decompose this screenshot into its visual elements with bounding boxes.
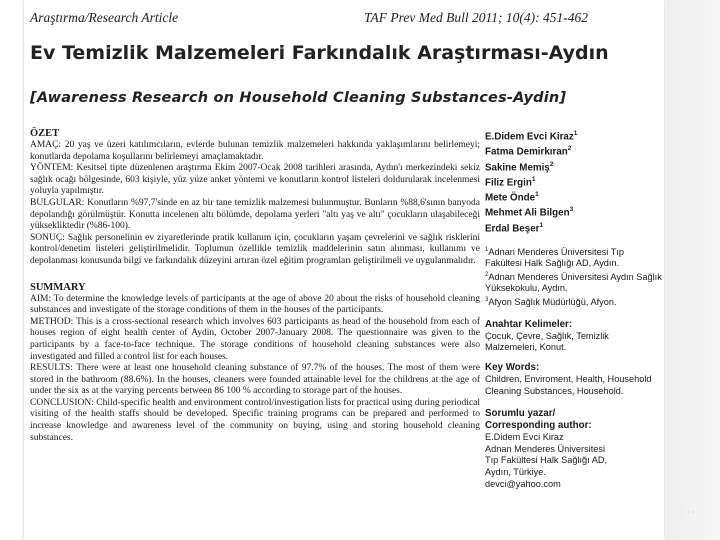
corresponding-line: Aydın, Türkiye. (485, 467, 546, 478)
spacer (485, 235, 663, 245)
author-sup: 1 (573, 130, 578, 137)
affiliation-sup: 2 (485, 271, 489, 278)
ozet-bulgular: BULGULAR: Konutların %97,7'sinde en az bir tane temizlik malzemesi bulunmuştur. Bunların %88,6'sının banyoda depolandığı görülmüştür. Konutta incelenen altı bölümde, depolama yerleri "altı yaş ve altı" çocukların ulaşabileceği yüksekliktedir (%86-100). (30, 197, 480, 232)
author-name: Filiz Ergin (485, 177, 532, 189)
author-item (485, 204, 663, 219)
author-name: Fatma Demirkıran (485, 146, 568, 158)
summary-method: METHOD: This is a cross-sectional research which involves 603 participants as head of the household from each of houses region of eight health center of Aydin, October 2007-January 2008. The questionnaire was given to the participants by a face-to-face technique. The storage conditions of household cleaning substances were also investigated and filled a control list for each houses. (30, 316, 480, 362)
running-head-citation: TAF Prev Med Bull 2011; 10(4): 451-462 (364, 10, 588, 25)
author-sup: 2 (549, 160, 554, 168)
corresponding-heading-en: Corresponding author: (485, 419, 592, 431)
key-words-heading: Key Words: (485, 362, 540, 374)
summary-conclusion: CONCLUSION: Child-specific health and environment control/investigation lists for practical using during periodical visiting of the health staffs should be developed. Specific training programs can be prepared and performed to increase knowledge and awareness level of the community on buying, using and storing household cleaning substances. (30, 397, 480, 443)
author-sup: 1 (535, 191, 539, 199)
anahtar-kelimeler-heading: Anahtar Kelimeler: (485, 318, 573, 330)
author-sup: 1 (539, 221, 544, 229)
abstract-column (30, 128, 480, 444)
corresponding-heading-tr: Sorumlu yazar/ (485, 407, 556, 419)
summary-aim: AIM: To determine the knowledge levels of participants at the age of above 20 about the risks of household cleaning substances and investigate of the storage conditions of them in the houses of the participants. (30, 293, 480, 316)
author-sup: 2 (567, 145, 572, 153)
author-sup: 3 (569, 206, 574, 214)
affiliation-sup: 3 (485, 296, 489, 303)
author-name: Mete Önde (485, 192, 536, 204)
corresponding-line: Tıp Fakültesi Halk Sağlığı AD, (485, 455, 608, 466)
slide-margin-strip (666, 0, 720, 540)
spacer (485, 354, 663, 362)
summary-results: RESULTS: There were at least one household cleaning substance of 97.7% of the houses. The most of them were stored in the bathroom (88.6%). In the houses, cleaners were founded attainable level for the childrens at the age of under the six as at the varying percents between 86 100 % according to storage part of the houses. (30, 363, 480, 397)
ozet-sonuc: SONUÇ: Sağlık personelinin ev ziyaretlerinde pratik kullanım için, çocukların yaşam çevrelerini ve sağlık risklerini kontrol/denetim listeleri geliştirilmelidir. Toplumun özellikle temizlik maddelerinin satın alınması, kullanımı ve depolanması konusunda bilgi ve farkındalık düzeyini artıran özel eğitim programları geliştirilmeli ve uygulanmalıdır. (30, 232, 480, 266)
ozet-yontem: YÖNTEM: Kesitsel tipte düzenlenen araştırma Ekim 2007-Ocak 2008 tarihleri arasında, Aydın'ı merkezindeki sekiz sağlık ocağı bölgesinde, 603 kişiyle, yüz yüze anket yöntemi ve konutların kontrol listeleri doldurularak incelenmesi yoluyla yapılmıştır. (30, 163, 480, 197)
author-item (485, 143, 663, 158)
author-item (485, 174, 663, 189)
anahtar-kelimeler-text: Çocuk, Çevre, Sağlık, Temizlik Malzemeleri, Konut. (485, 330, 609, 353)
sidebar-column (485, 128, 663, 491)
author-name: E.Didem Evci Kiraz (485, 131, 574, 143)
article-subtitle: [Awareness Research on Household Cleaning Substances-Aydin] (30, 90, 567, 106)
article-title: Ev Temizlik Malzemeleri Farkındalık Araştırması-Aydın (30, 42, 609, 64)
summary-heading: SUMMARY (30, 281, 86, 293)
corresponding-line: Adnan Menderes Üniversitesi (485, 443, 606, 454)
author-item (485, 220, 663, 235)
article-page (24, 0, 664, 540)
affiliation-item (485, 270, 663, 295)
author-name: Mehmet Ali Bilgen (485, 207, 570, 219)
author-item (485, 189, 663, 204)
author-name: Sakine Memiş (485, 161, 550, 173)
affiliation-sup: 1 (485, 246, 489, 253)
key-words-text: Children, Enviroment, Health, Household Cleaning Substances, Household. (485, 374, 652, 396)
spacer (485, 309, 663, 319)
spacer (485, 398, 663, 408)
author-item (485, 159, 663, 174)
slide-corner-dots: · · · (682, 508, 695, 517)
author-sup: 1 (531, 175, 536, 183)
affiliation-text: Adnan Menderes Üniversitesi Tıp Fakültesi Halk Sağlığı AD, Aydın. (485, 246, 625, 269)
author-name: Erdal Beşer (485, 222, 540, 234)
affiliation-item (485, 245, 663, 270)
ozet-amac: AMAÇ: 20 yaş ve üzeri katılımcıların, evlerde bulunan temizlik malzemeleri hakkında yaklaşımlarını belirlemeyi; konutlarda depolama koşullarını belirlemeyi amaçlamaktadır. (30, 140, 480, 162)
affiliation-text: Adnan Menderes Üniversitesi Aydın Sağlık Yüksekokulu, Aydın. (485, 271, 662, 294)
running-head-article-type: Araştırma/Research Article (30, 10, 179, 25)
ozet-heading: ÖZET (30, 128, 60, 139)
affiliation-text: Afyon Sağlık Müdürlüğü, Afyon. (488, 297, 617, 308)
corresponding-line: E.Didem Evci Kiraz (485, 431, 564, 442)
corresponding-email: devci@yahoo.com (485, 478, 561, 489)
author-item (485, 128, 663, 143)
affiliation-item (485, 295, 663, 309)
